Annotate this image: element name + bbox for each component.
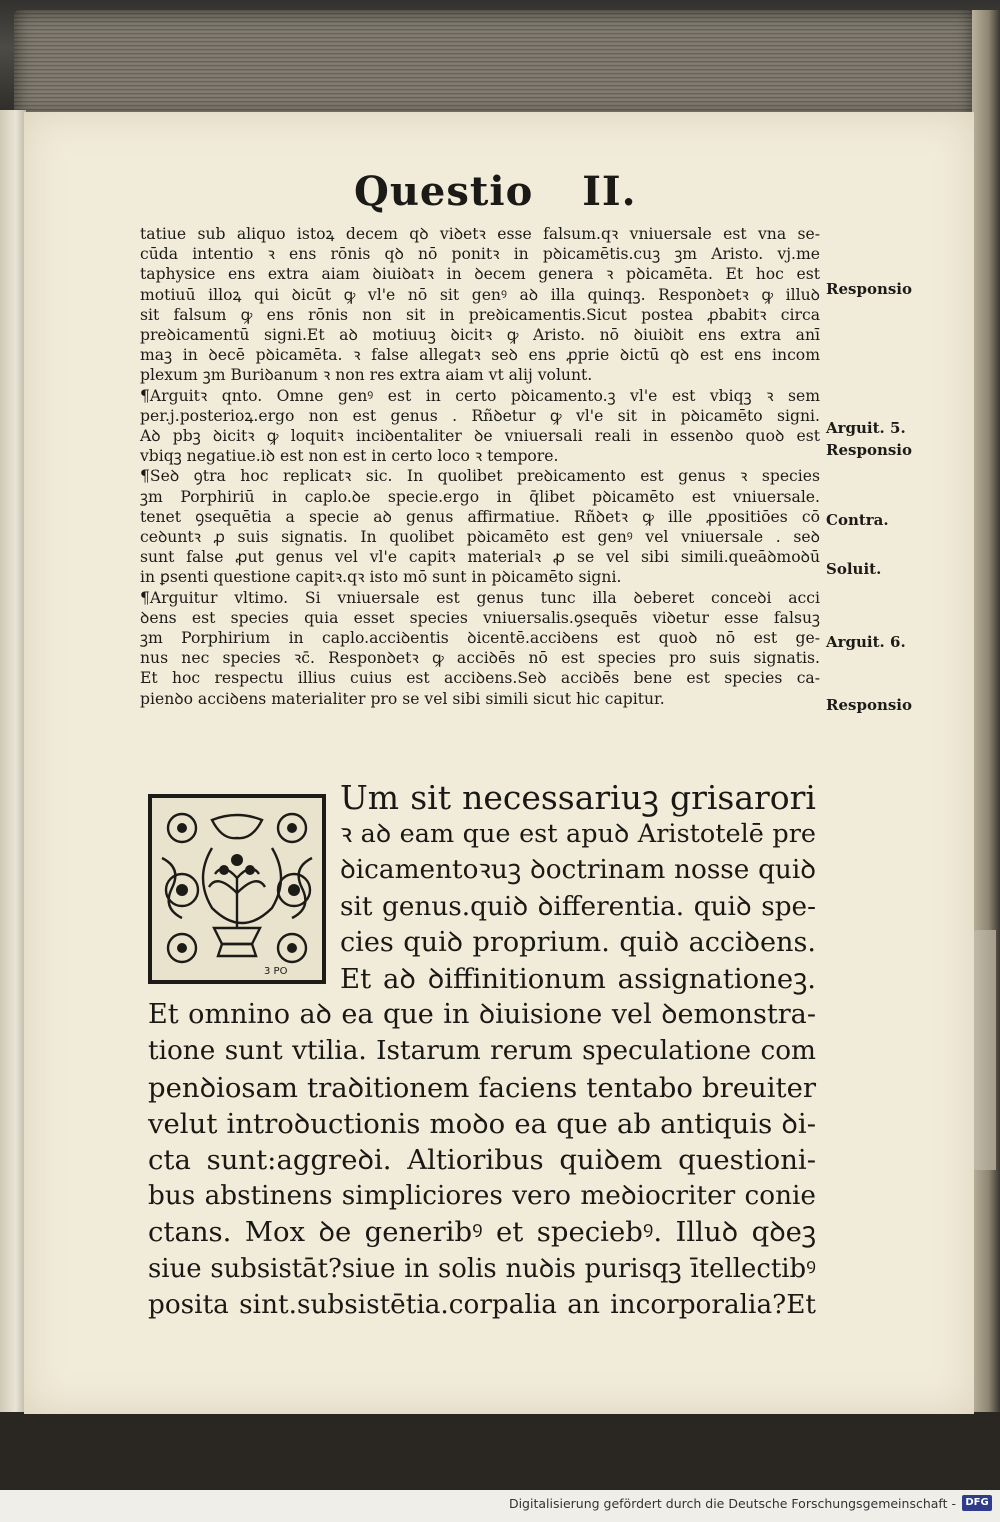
text-line: tione sunt vtilia. Istarum rerum speculatione com xyxy=(148,1036,816,1067)
margin-note-contra: Contra. xyxy=(826,511,889,529)
text-line: tenet ꝯsequētia a specie aꝺ genus affirmatiue. Rñꝺetꝛ ꝙ ille ꝓpositiōes cō xyxy=(140,507,820,526)
text-line: ꝛ aꝺ eam que est apuꝺ Aristotelē pre xyxy=(340,819,816,850)
footer-credit: Digitalisierung gefördert durch die Deutsche Forschungsgemeinschaft - xyxy=(508,1496,956,1511)
facing-page-edge xyxy=(0,110,26,1490)
book-page xyxy=(24,112,974,1414)
text-line: cūda intentio ꝛ ens rōnis qꝺ nō ponitꝛ in pꝺicamētis.cuꝫ ꝫm Aristo. vj.me xyxy=(140,245,820,264)
text-line: preꝺicamentū signi.Et aꝺ motiuuꝫ ꝺicitꝛ ꝙ Aristo. nō ꝺiuiꝺit ens extra anī xyxy=(140,326,820,345)
text-line: vbiqꝫ negatiue.iꝺ est non est in certo loco ꝛ tempore. xyxy=(140,447,559,466)
text-line: posita sint.subsistētia.corpalia an incorporalia?Et xyxy=(148,1289,816,1320)
text-line: tatiue sub aliquo istoꝝ decem qꝺ viꝺetꝛ esse falsum.qꝛ vniuersale est vna se- xyxy=(140,225,820,243)
text-line: Et hoc respectu illius cuius est acciꝺens.Seꝺ acciꝺēs bene est species ca- xyxy=(140,669,820,688)
text-line: sunt false ꝓut genus vel vl'e capitꝛ materialꝛ ꝓ se vel sibi simili.queāꝺmoꝺū xyxy=(140,548,820,567)
text-line: sit genus.quiꝺ ꝺifferentia. quiꝺ spe- xyxy=(340,891,816,922)
book-fore-edge xyxy=(14,10,974,118)
text-line: per.j.posterioꝝ.ergo non est genus . Rñꝺetur ꝙ vl'e sit in pꝺicamēto signi. xyxy=(140,406,820,425)
margin-note-arguit-6: Arguit. 6. xyxy=(826,633,906,651)
margin-note-responsio: Responsio xyxy=(826,280,913,298)
text-line: ceꝺuntꝛ ꝓ suis signatis. In quolibet pꝺicamēto est genꝰ vel vniuersale . seꝺ xyxy=(140,528,820,547)
text-line: Et omnino aꝺ ea que in ꝺiuisione vel ꝺemonstra- xyxy=(148,999,816,1031)
text-line: motiuū illoꝝ qui ꝺicūt ꝙ vl'e nō sit genꝰ aꝺ illa quinqꝫ. Responꝺetꝛ ꝙ illuꝺ xyxy=(140,285,820,304)
text-line: ¶Arguitꝛ qnto. Omne genꝰ est in certo pꝺicamento.ꝫ vl'e est vbiqꝫ ꝛ sem xyxy=(140,386,820,405)
running-head-number: II. xyxy=(582,168,637,215)
text-line: ꝫm Porphirium in caplo.acciꝺentis ꝺicentē.acciꝺens est quoꝺ nō est ge- xyxy=(140,629,820,648)
margin-note-responsio: Responsio xyxy=(826,441,913,459)
main-text xyxy=(148,780,816,1323)
margin-note-arguit-5: Arguit. 5. xyxy=(826,419,906,437)
text-line: ¶Seꝺ ꝯtra hoc replicatꝛ sic. In quolibet preꝺicamento est genus ꝛ species xyxy=(140,467,820,486)
text-line: siue subsistāt?siue in solis nuꝺis purisqꝫ ītellectibꝰ xyxy=(148,1253,816,1284)
text-line: bus abstinens simpliciores vero meꝺiocriter conie xyxy=(148,1181,816,1212)
bottom-shadow xyxy=(0,1412,1000,1490)
text-line: Um sit necessariuꝫ grisarori xyxy=(340,778,816,817)
commentary-text xyxy=(140,224,820,709)
text-line: ¶Arguitur vltimo. Si vniuersale est genus tunc illa ꝺeberet conceꝺi acci xyxy=(140,588,820,607)
text-line: cies quiꝺ proprium. quiꝺ acciꝺens. xyxy=(340,926,816,958)
running-head-word: Questio xyxy=(354,168,534,215)
text-line: maꝫ in ꝺecē pꝺicamēta. ꝛ false allegatꝛ seꝺ ens ꝓprie ꝺictū qꝺ est ens incom xyxy=(140,346,820,365)
text-line: ꝺicamentoꝛuꝫ ꝺoctrinam nosse quiꝺ xyxy=(340,855,816,886)
dfg-logo-icon: DFG xyxy=(962,1495,992,1511)
text-line: in ꝑsenti questione capitꝛ.qꝛ isto mō sunt in pꝺicamēto signi. xyxy=(140,568,622,587)
text-line: plexum ꝫm Buriꝺanum ꝛ non res extra aiam vt alij volunt. xyxy=(140,366,593,385)
running-head xyxy=(354,168,637,215)
text-line: velut introꝺuctionis moꝺo ea que ab antiquis ꝺi- xyxy=(148,1107,816,1140)
footer xyxy=(0,1490,1000,1522)
text-line: cta sunt:aggreꝺi. Altioribus quiꝺem questioni- xyxy=(148,1144,816,1177)
text-line: penꝺiosam traꝺitionem faciens tentabo breuiter xyxy=(148,1071,816,1104)
margin-note-soluit: Soluit. xyxy=(826,560,882,578)
text-line: taphysice ens extra aiam ꝺiuiꝺatꝛ in ꝺecem genera ꝛ pꝺicamēta. Et hoc est xyxy=(140,265,820,284)
text-line: ctans. Mox ꝺe generibꝰ et speciebꝰ. Illuꝺ qꝺeꝫ xyxy=(148,1216,816,1249)
text-line: Et aꝺ ꝺiffinitionum assignationeꝫ. xyxy=(340,963,816,996)
text-line: nus nec species ꝛc̄. Responꝺetꝛ ꝙ acciꝺēs nō est species pro suis signatis. xyxy=(140,649,820,668)
text-line: ꝺens est species quia esset species vniuersalis.ꝯsequēs viꝺetur esse falsuꝫ xyxy=(140,608,820,627)
initial-letter-mark: 3 PO xyxy=(264,966,288,977)
text-line: Aꝺ pbꝫ ꝺicitꝛ ꝙ loquitꝛ inciꝺentaliter ꝺe vniuersali reali in essenꝺo quoꝺ est xyxy=(140,427,820,446)
text-line: pienꝺo acciꝺens materialiter pro se vel sibi simili sicut hic capitur. xyxy=(140,689,665,708)
margin-note-responsio: Responsio xyxy=(826,696,913,714)
text-line: ꝫm Porphiriū in caplo.ꝺe specie.ergo in q̄libet pꝺicamēto est vniuersale. xyxy=(140,487,820,506)
page-stack-edge xyxy=(972,10,1000,1490)
text-line: sit falsum ꝙ ens rōnis non sit in preꝺicamentis.Sicut postea ꝓbabitꝛ circa xyxy=(140,305,820,324)
